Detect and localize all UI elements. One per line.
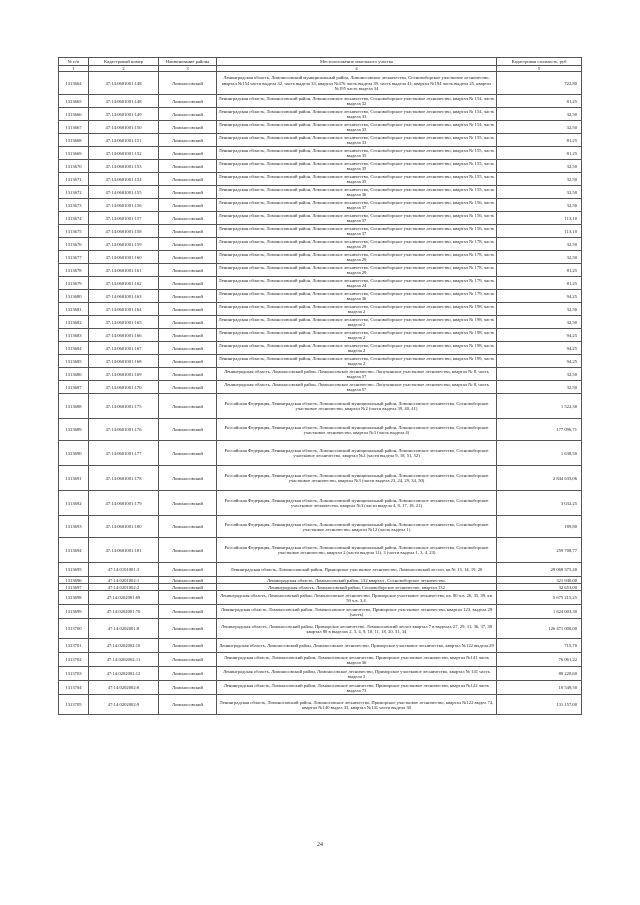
location-cell: Российская Федерация, Ленинградская область, Ломоносовский муниципальный район, Ломоносовское лесничество, Сосновоборское участковое лесничество, квартал №3 (часть выдела 4) — [217, 419, 497, 441]
cadastral-value-cell: 32,50 — [497, 381, 582, 394]
column-number: 1 — [59, 66, 89, 72]
cadastral-value-cell: 32,50 — [497, 238, 582, 251]
district-cell: Ломоносовский — [159, 212, 217, 225]
cadastral-value-cell: 722,80 — [497, 72, 582, 95]
table-row — [59, 681, 582, 695]
location-cell: Ленинградская область, Ломоносовский район, Ломоносовское лесничество, Сосновоборское участковое лесничество, квартал № 198, часть выдела 2 — [217, 303, 497, 316]
cadastral-value-cell: 32,50 — [497, 199, 582, 212]
location-cell: Ленинградская область, Ломоносовский район, Ломоносовское лесничество, Сосновоборское участковое лесничество, квартал № 155, часть выдела 35 — [217, 147, 497, 160]
table-row — [59, 577, 582, 584]
cadastral-number-cell: 47:14:0601001:176 — [89, 419, 159, 441]
row-number-cell: 1313704 — [59, 681, 89, 695]
cadastral-value-cell: 32 653,00 — [497, 584, 582, 591]
row-number-cell: 1313686 — [59, 368, 89, 381]
location-cell: Российская Федерация, Ленинградская область, Ломоносовский муниципальный район, Ломоносовское лесничество, Сосновоборское участковое лесничество, квартал 2 (части выдела 11), 3 (части выдела 1, 3, 4, 23) — [217, 538, 497, 563]
row-number-cell: 1313702 — [59, 653, 89, 667]
row-number-cell: 1313666 — [59, 108, 89, 121]
cadastral-value-cell: 32,50 — [497, 316, 582, 329]
cadastral-value-cell: 32,50 — [497, 368, 582, 381]
header-row-number: № п/п — [59, 58, 89, 66]
cadastral-number-cell: 47:14:0601001:181 — [89, 538, 159, 563]
row-number-cell: 1313692 — [59, 491, 89, 516]
location-cell: Ленинградская область, Ломоносовский район, Ломоносовское лесничество, Сосновоборское участковое лесничество, квартал № 154, часть выдела 33 — [217, 121, 497, 134]
cadastral-value-cell: 189,80 — [497, 516, 582, 538]
district-cell: Ломоносовский — [159, 491, 217, 516]
table-body — [59, 72, 582, 715]
cadastral-number-cell: 47:14:0601001:167 — [89, 342, 159, 355]
district-cell: Ломоносовский — [159, 584, 217, 591]
table-row — [59, 95, 582, 108]
table-row — [59, 466, 582, 491]
location-cell: Ленинградская область, Ломоносовский район, Ломоносовское лесничество, Лопухинское участковое лесничество, квартал № 8, часть выдела 57 — [217, 381, 497, 394]
cadastral-value-cell: 81,25 — [497, 147, 582, 160]
cadastral-value-cell: 1 522,30 — [497, 394, 582, 419]
table-row — [59, 653, 582, 667]
cadastral-number-cell: 47:14:0601001:170 — [89, 381, 159, 394]
table-row — [59, 381, 582, 394]
cadastral-value-cell: 81,25 — [497, 95, 582, 108]
location-cell: Ленинградская область, Ломоносовский район, Ломоносовское лесничество, Сосновоборское участковое лесничество, квартал № 199, часть выдела 2 — [217, 355, 497, 368]
location-cell: Ленинградская область, Ломоносовский муниципальный район, Ломоносовское лесничество, Сосновоборское участковое лесничество, квартал №154 части выдела 32, часть выдела 33, квартал №476 часть выдела 39, часть выдела 41; квартал №194 часть выдела 25, квартал №195 часть выдела 34 — [217, 72, 497, 95]
district-cell: Ломоносовский — [159, 72, 217, 95]
cadastral-value-cell: 94,25 — [497, 342, 582, 355]
cadastral-number-cell: 47:14:0201002:2 — [89, 584, 159, 591]
row-number-cell: 1313700 — [59, 619, 89, 639]
cadastral-value-cell: 113,10 — [497, 225, 582, 238]
cadastral-number-cell: 47:14:0601001:165 — [89, 316, 159, 329]
location-cell: Российская Федерация, Ленинградская область, Ломоносовский муниципальный район, Ломоносовское лесничество, Сосновоборское участковое лесничество, квартал №2 (части выдела 9, 18, 51, 52) — [217, 441, 497, 466]
district-cell: Ломоносовский — [159, 419, 217, 441]
cadastral-value-cell: 131 157,00 — [497, 695, 582, 715]
row-number-cell: 1313670 — [59, 160, 89, 173]
table-row — [59, 121, 582, 134]
table-row — [59, 342, 582, 355]
cadastral-value-cell: 321 940,00 — [497, 577, 582, 584]
table-row — [59, 563, 582, 577]
cadastral-value-cell: 94,25 — [497, 290, 582, 303]
district-cell: Ломоносовский — [159, 516, 217, 538]
row-number-cell: 1313680 — [59, 290, 89, 303]
table-row — [59, 329, 582, 342]
cadastral-number-cell: 47:14:0202002:11 — [89, 653, 159, 667]
cadastral-number-cell: 47:14:0601001:180 — [89, 516, 159, 538]
column-number: 2 — [89, 66, 159, 72]
table-row — [59, 147, 582, 160]
location-cell: Ленинградская область, Ломоносовский район, Ломоносовское лесничество, Сосновоборское участковое лесничество, квартал № 154, часть выдела 32 — [217, 95, 497, 108]
cadastral-value-cell: 177 096,71 — [497, 419, 582, 441]
row-number-cell: 1313691 — [59, 466, 89, 491]
table-row — [59, 173, 582, 186]
cadastral-number-cell: 47:14:0601001:164 — [89, 303, 159, 316]
cadastral-number-cell: 47:14:0601001:148 — [89, 95, 159, 108]
cadastral-value-cell: 1 638,50 — [497, 441, 582, 466]
location-cell: Ленинградская область, Ломоносовский район, Ломоносовское лесничество, Сосновоборское участковое лесничество, квартал № 156, часть выдела 37 — [217, 225, 497, 238]
location-cell: Российская Федерация, Ленинградская область, Ломоносовский муниципальный район, Ломоносовское лесничество, Сосновоборское участковое лесничество, квартал №3 (части выдела 4, 8, 17, 18, 21) — [217, 491, 497, 516]
location-cell: Ленинградская область, Ломоносовский район, Ломоносовское лесничество, Сосновоборское участковое лесничество, квартал № 178, часть выдела 29 — [217, 264, 497, 277]
row-number-cell: 1313690 — [59, 441, 89, 466]
district-cell: Ломоносовский — [159, 653, 217, 667]
cadastral-number-cell: 47:14:0202001:69 — [89, 591, 159, 605]
table-row — [59, 108, 582, 121]
cadastral-number-cell: 47:14:0202002:8 — [89, 681, 159, 695]
row-number-cell: 1313669 — [59, 147, 89, 160]
district-cell: Ломоносовский — [159, 134, 217, 147]
cadastral-value-cell: 94,25 — [497, 355, 582, 368]
row-number-cell: 1313681 — [59, 303, 89, 316]
district-cell: Ломоносовский — [159, 619, 217, 639]
row-number-cell: 1313668 — [59, 134, 89, 147]
row-number-cell: 1313696 — [59, 577, 89, 584]
district-cell: Ломоносовский — [159, 316, 217, 329]
cadastral-value-cell: 10 549,50 — [497, 681, 582, 695]
table-row — [59, 639, 582, 653]
district-cell: Ломоносовский — [159, 121, 217, 134]
row-number-cell: 1313701 — [59, 639, 89, 653]
location-cell: Ленинградская область, Ломоносовский район, Ломоносовское лесничество, Сосновоборское участковое лесничество, квартал № 198, часть выдела 2 — [217, 329, 497, 342]
cadastral-value-cell: 113,10 — [497, 212, 582, 225]
cadastral-value-cell: 81,25 — [497, 277, 582, 290]
cadastral-number-cell: 47:14:0101001:3 — [89, 563, 159, 577]
row-number-cell: 1313684 — [59, 342, 89, 355]
table-row — [59, 667, 582, 681]
column-number: 3 — [159, 66, 217, 72]
cadastral-value-cell: 2 844 635,06 — [497, 466, 582, 491]
district-cell: Ломоносовский — [159, 290, 217, 303]
table-row — [59, 419, 582, 441]
cadastral-number-cell: 47:14:0601001:163 — [89, 290, 159, 303]
row-number-cell: 1313672 — [59, 186, 89, 199]
cadastral-value-cell: 32,50 — [497, 186, 582, 199]
table-row — [59, 199, 582, 212]
header-district-name: Наименование района — [159, 58, 217, 66]
row-number-cell: 1313703 — [59, 667, 89, 681]
location-cell: Ленинградская область, Ломоносовский район, Ломоносовское лесничество, Сосновоборское участковое лесничество, квартал № 179, часть выдела 24 — [217, 277, 497, 290]
district-cell: Ломоносовский — [159, 342, 217, 355]
district-cell: Ломоносовский — [159, 639, 217, 653]
location-cell: Ленинградская область, Ломоносовский район, Ломоносовское лесничество, Сосновоборское участковое лесничество, квартал № 179, часть выдела 36 — [217, 290, 497, 303]
cadastral-number-cell: 47:14:0601001:159 — [89, 238, 159, 251]
district-cell: Ломоносовский — [159, 186, 217, 199]
location-cell: Ленинградская область, Ломоносовский район, 132 квартал , Сосновоборское лесничество. — [217, 577, 497, 584]
row-number-cell: 1313676 — [59, 238, 89, 251]
cadastral-number-cell: 47:14:0601001:169 — [89, 368, 159, 381]
row-number-cell: 1313694 — [59, 538, 89, 563]
location-cell: Российская Федерация, Ленинградская область, Ломоносовский муниципальный район, Ломоносовское лесничество, Сосновоборское участковое лесничество, квартал №12 (часть выдела 1) — [217, 516, 497, 538]
cadastral-number-cell: 47:14:0601001:150 — [89, 121, 159, 134]
cadastral-number-cell: 47:14:0601001:148 — [89, 72, 159, 95]
location-cell: Ленинградская область, Ломоносовский район, Ломоносовское лесничество, Приморское участковое лесничество, квартал 123, выдела 29 (часть) — [217, 605, 497, 619]
district-cell: Ломоносовский — [159, 466, 217, 491]
header-location: Местоположение земельного участка — [217, 58, 497, 66]
table-row — [59, 355, 582, 368]
table-row — [59, 225, 582, 238]
district-cell: Ломоносовский — [159, 173, 217, 186]
table-row — [59, 251, 582, 264]
table-row — [59, 591, 582, 605]
location-cell: Ленинградская область, Ломоносовский район, Ломоносовское лесничество, Приморское участковое лесничество, кв. 80 ч.в. 26, 35, 39, кв. 59 ч.в. 3,4. — [217, 591, 497, 605]
cadastral-number-cell: 47:14:0202002:10 — [89, 639, 159, 653]
location-cell: Ленинградская область, Ломоносовский район, Приморское участковое лесничество, Ломоносовский лесхоз, кв № 13, 14, 19, 20 — [217, 563, 497, 577]
row-number-cell: 1313698 — [59, 591, 89, 605]
district-cell: Ломоносовский — [159, 303, 217, 316]
location-cell: Ленинградская область, Ломоносовский район, Ломоносовское лесничество, Сосновоборское участковое лесничество, квартал № 178, часть выдела 29 — [217, 238, 497, 251]
row-number-cell: 1313705 — [59, 695, 89, 715]
location-cell: Ленинградская область, Ломоносовский район, Приморское лесничество, Ломоносовский лесхоз квартал 7 в выделах 27, 29, 31, 36, 37, 38 квартал 80 в выделах 2, 3, 4, 9, 10, 11, 18, 20, 31, 34 — [217, 619, 497, 639]
table-row — [59, 290, 582, 303]
district-cell: Ломоносовский — [159, 225, 217, 238]
row-number-cell: 1313695 — [59, 563, 89, 577]
location-cell: Российская Федерация, Ленинградская область, Ломоносовский муниципальный район, Ломоносовское лесничество, Сосновоборское участковое лесничество, квартал №2 (части выдела 39, 40, 41) — [217, 394, 497, 419]
location-cell: Ленинградская область, Ломоносовский район, Ломоносовское лесничество, Приморское участковое лесничество, квартал №122 выдел 74, квартал №140 выдел 33, квартал №141 части выдела 30 — [217, 695, 497, 715]
cadastral-value-cell: 32,50 — [497, 121, 582, 134]
row-number-cell: 1313689 — [59, 419, 89, 441]
table-row — [59, 491, 582, 516]
district-cell: Ломоносовский — [159, 251, 217, 264]
cadastral-number-cell: 47:14:0202001:70 — [89, 605, 159, 619]
table-row — [59, 584, 582, 591]
cadastral-number-cell: 47:14:0601001:162 — [89, 277, 159, 290]
location-cell: Ленинградская область, Ломоносовский район, Ломоносовское лесничество, Приморское участковое лесничество, квартал №122 выдела 29 — [217, 639, 497, 653]
location-cell: Российская Федерация, Ленинградская область, Ломоносовский муниципальный район, Ломоносовское лесничество, Сосновоборское участковое лесничество, квартал №3 (части выдела 23, 24, 29, 34, 50) — [217, 466, 497, 491]
district-cell: Ломоносовский — [159, 264, 217, 277]
cadastral-number-cell: 47:14:0601001:166 — [89, 329, 159, 342]
cadastral-value-cell: 32,50 — [497, 173, 582, 186]
cadastral-number-cell: 47:14:0601001:152 — [89, 147, 159, 160]
column-number: 5 — [497, 66, 582, 72]
table-row — [59, 619, 582, 639]
district-cell: Ломоносовский — [159, 394, 217, 419]
row-number-cell: 1313678 — [59, 264, 89, 277]
district-cell: Ломоносовский — [159, 355, 217, 368]
table-row — [59, 277, 582, 290]
cadastral-number-cell: 47:14:0601001:177 — [89, 441, 159, 466]
cadastral-value-cell: 81,25 — [497, 134, 582, 147]
district-cell: Ломоносовский — [159, 147, 217, 160]
location-cell: Ленинградская область, Ломоносовский район, Ломоносовское лесничество, Сосновоборское участковое лесничество, квартал № 155, часть выдела 35 — [217, 173, 497, 186]
cadastral-number-cell: 47:14:0601001:154 — [89, 173, 159, 186]
location-cell: Ленинградская область, Ломоносовский район, Ломоносовское лесничество, Сосновоборское участковое лесничество, квартал № 155, часть выдела 35 — [217, 160, 497, 173]
district-cell: Ломоносовский — [159, 605, 217, 619]
cadastral-number-cell: 47:14:0601001:160 — [89, 251, 159, 264]
row-number-cell: 1313683 — [59, 329, 89, 342]
row-number-cell: 1313671 — [59, 173, 89, 186]
location-cell: Ленинградская область, Ломоносовский район, Ломоносовское лесничество, Сосновоборское участковое лесничество, квартал № 155, часть выдела 33 — [217, 134, 497, 147]
district-cell: Ломоносовский — [159, 108, 217, 121]
location-cell: Ленинградская область, Ломоносовский район, Ломоносовское лесничество, Приморское участковое лесничество, квартал № 141 часть выдела 3 — [217, 667, 497, 681]
row-number-cell: 1313665 — [59, 95, 89, 108]
column-number: 4 — [217, 66, 497, 72]
district-cell: Ломоносовский — [159, 199, 217, 212]
row-number-cell: 1313673 — [59, 199, 89, 212]
cadastral-value-cell: 5 675 215,25 — [497, 591, 582, 605]
district-cell: Ломоносовский — [159, 160, 217, 173]
cadastral-value-cell: 126 471 000,00 — [497, 619, 582, 639]
district-cell: Ломоносовский — [159, 538, 217, 563]
location-cell: Ленинградская область, Ломоносовский район, Ломоносовское лесничество, Сосновоборское участковое лесничество, квартал № 156, часть выдела 37 — [217, 212, 497, 225]
district-cell: Ломоносовский — [159, 591, 217, 605]
district-cell: Ломоносовский — [159, 441, 217, 466]
table-row — [59, 72, 582, 95]
cadastral-number-cell: 47:14:0601001:156 — [89, 199, 159, 212]
district-cell: Ломоносовский — [159, 577, 217, 584]
district-cell: Ломоносовский — [159, 667, 217, 681]
row-number-cell: 1313674 — [59, 212, 89, 225]
row-number-cell: 1313693 — [59, 516, 89, 538]
district-cell: Ломоносовский — [159, 695, 217, 715]
cadastral-value-cell: 80 220,60 — [497, 667, 582, 681]
cadastral-number-cell: 47:14:0601001:151 — [89, 134, 159, 147]
cadastral-value-cell: 259 708,77 — [497, 538, 582, 563]
district-cell: Ломоносовский — [159, 681, 217, 695]
table-row — [59, 212, 582, 225]
cadastral-number-cell: 47:14:0601001:179 — [89, 491, 159, 516]
district-cell: Ломоносовский — [159, 277, 217, 290]
row-number-cell: 1313664 — [59, 72, 89, 95]
cadastral-value-cell: 76 061,22 — [497, 653, 582, 667]
district-cell: Ломоносовский — [159, 329, 217, 342]
table-row — [59, 186, 582, 199]
cadastral-number-cell: 47:14:0601001:155 — [89, 186, 159, 199]
location-cell: Ленинградская область, Ломоносовский район, Ломоносовское лесничество, Сосновоборское участковое лесничество, квартал № 178, часть выдела 29 — [217, 251, 497, 264]
row-number-cell: 1313697 — [59, 584, 89, 591]
table-row — [59, 538, 582, 563]
table-row — [59, 238, 582, 251]
table-row — [59, 516, 582, 538]
district-cell: Ломоносовский — [159, 563, 217, 577]
page-number: 24 — [317, 842, 323, 848]
table-row — [59, 368, 582, 381]
cadastral-number-cell: 47:14:0601001:153 — [89, 160, 159, 173]
cadastral-value-cell: 94,25 — [497, 329, 582, 342]
row-number-cell: 1313685 — [59, 355, 89, 368]
header-cadastral-number: Кадастровый номер — [89, 58, 159, 66]
table-row — [59, 605, 582, 619]
row-number-cell: 1313687 — [59, 381, 89, 394]
cadastral-number-cell: 47:14:0601001:157 — [89, 212, 159, 225]
location-cell: Ленинградская область, Ломоносовский район, Ломоносовское лесничество, Приморское участковое лесничество, квартал №141 часть выдела 36 — [217, 653, 497, 667]
cadastral-number-cell: 47:14:0601001:168 — [89, 355, 159, 368]
cadastral-number-cell: 47:14:0601001:178 — [89, 466, 159, 491]
location-cell: Ленинградская область, Ломоносовский район, Сосновоборское лесничество, квартал 132 — [217, 584, 497, 591]
row-number-cell: 1313667 — [59, 121, 89, 134]
district-cell: Ломоносовский — [159, 238, 217, 251]
cadastral-value-cell: 715,70 — [497, 639, 582, 653]
cadastral-value-table — [58, 57, 582, 715]
table-row — [59, 264, 582, 277]
cadastral-value-cell: 32,50 — [497, 303, 582, 316]
cadastral-value-cell: 1 624 003,30 — [497, 605, 582, 619]
table-row — [59, 695, 582, 715]
location-cell: Ленинградская область, Ломоносовский район, Ломоносовское лесничество, Приморское участковое лесничество, квартал №122 часть выдела 73 — [217, 681, 497, 695]
location-cell: Ленинградская область, Ломоносовский район, Ломоносовское лесничество, Лопухинское участковое лесничество, квартал № 8, часть выдела 57 — [217, 368, 497, 381]
cadastral-number-cell: 47:14:0202001:8 — [89, 619, 159, 639]
cadastral-number-cell: 47:14:0202002:12 — [89, 667, 159, 681]
table-header-row — [59, 58, 582, 66]
table-row — [59, 441, 582, 466]
cadastral-value-cell: 32,50 — [497, 108, 582, 121]
cadastral-value-cell: 32,50 — [497, 160, 582, 173]
table-row — [59, 394, 582, 419]
cadastral-value-cell: 81,25 — [497, 264, 582, 277]
row-number-cell: 1313675 — [59, 225, 89, 238]
cadastral-number-cell: 47:14:0201002:1 — [89, 577, 159, 584]
row-number-cell: 1313677 — [59, 251, 89, 264]
table-row — [59, 316, 582, 329]
location-cell: Ленинградская область, Ломоносовский район, Ломоносовское лесничество, Сосновоборское участковое лесничество, квартал № 198, часть выдела 2 — [217, 342, 497, 355]
cadastral-number-cell: 47:14:0601001:161 — [89, 264, 159, 277]
table-row — [59, 160, 582, 173]
row-number-cell: 1313679 — [59, 277, 89, 290]
cadastral-value-cell: 29 069 375,40 — [497, 563, 582, 577]
cadastral-number-cell: 47:14:0601001:149 — [89, 108, 159, 121]
district-cell: Ломоносовский — [159, 368, 217, 381]
cadastral-number-cell: 47:14:0202002:9 — [89, 695, 159, 715]
table-row — [59, 134, 582, 147]
cadastral-number-cell: 47:14:0601001:175 — [89, 394, 159, 419]
location-cell: Ленинградская область, Ломоносовский район, Ломоносовское лесничество, Сосновоборское участковое лесничество, квартал № 154, часть выдела 33 — [217, 108, 497, 121]
row-number-cell: 1313699 — [59, 605, 89, 619]
header-cadastral-value: Кадастровая стоимость, руб — [497, 58, 582, 66]
cadastral-value-cell: 3 032,25 — [497, 491, 582, 516]
cadastral-number-cell: 47:14:0601001:158 — [89, 225, 159, 238]
cadastral-value-cell: 32,50 — [497, 251, 582, 264]
district-cell: Ломоносовский — [159, 381, 217, 394]
table-row — [59, 303, 582, 316]
document-page — [58, 57, 581, 715]
district-cell: Ломоносовский — [159, 95, 217, 108]
location-cell: Ленинградская область, Ломоносовский район, Ломоносовское лесничество, Сосновоборское участковое лесничество, квартал № 155, часть выдела 36 — [217, 186, 497, 199]
location-cell: Ленинградская область, Ломоносовский район, Ломоносовское лесничество, Сосновоборское участковое лесничество, квартал № 156, часть выдела 37 — [217, 199, 497, 212]
row-number-cell: 1313682 — [59, 316, 89, 329]
location-cell: Ленинградская область, Ломоносовский район, Ломоносовское лесничество, Сосновоборское участковое лесничество, квартал № 198, часть выдела 2 — [217, 316, 497, 329]
row-number-cell: 1313688 — [59, 394, 89, 419]
